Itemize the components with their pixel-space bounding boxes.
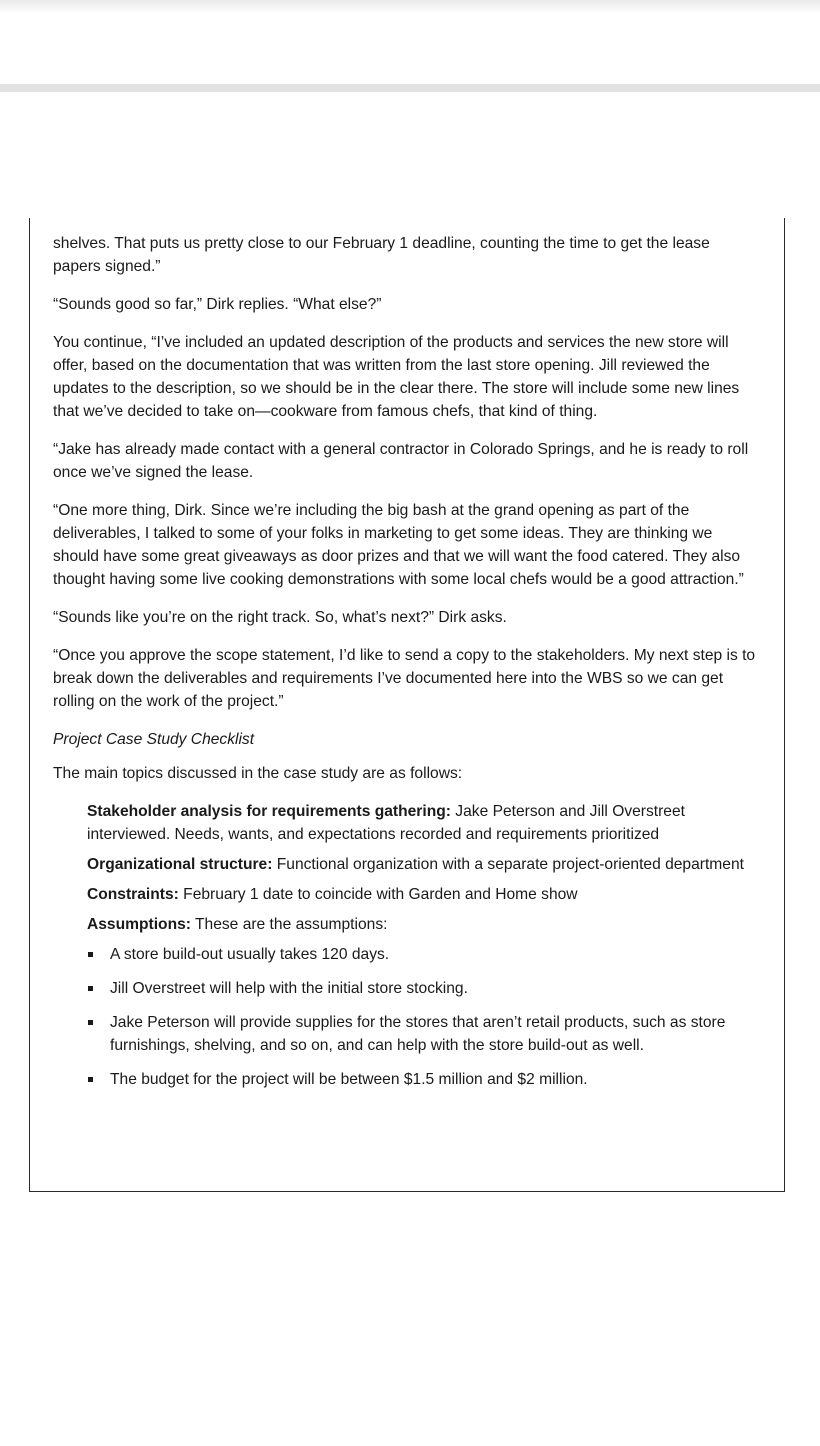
topic-constraints bbox=[87, 883, 760, 906]
paragraph-shelves: shelves. That puts us pretty close to our February 1 deadline, counting the time to get the lease papers signed.” bbox=[53, 235, 710, 275]
list-item bbox=[87, 943, 760, 966]
assumptions-list bbox=[87, 943, 760, 1091]
assumption-text: A store build-out usually takes 120 days. bbox=[110, 946, 390, 963]
document-page bbox=[29, 218, 785, 1192]
topic-text: Functional organization with a separate project-oriented department bbox=[272, 856, 744, 873]
topic-term: Organizational structure: bbox=[87, 856, 273, 873]
square-bullet-icon bbox=[88, 986, 93, 991]
list-item bbox=[87, 1011, 760, 1057]
assumption-text: Jill Overstreet will help with the initial store stocking. bbox=[110, 980, 468, 997]
case-study-intro: The main topics discussed in the case study are as follows: bbox=[53, 765, 463, 782]
square-bullet-icon bbox=[88, 1020, 93, 1025]
topic-text: Jake Peterson and Jill Overstreet interviewed. Needs, wants, and expectations recorded and requirements prioritized bbox=[87, 803, 685, 843]
topics-list bbox=[87, 800, 760, 936]
assumption-text: The budget for the project will be between $1.5 million and $2 million. bbox=[110, 1071, 588, 1088]
paragraph-grand-opening: “One more thing, Dirk. Since we’re including the big bash at the grand opening as part of the deliverables, I talked to some of your folks in marketing to get some ideas. They are thinking we should have some great giveaways as door prizes and that we will want the food catered. They also thought having some live cooking demonstrations with some local chefs would be a good attraction.” bbox=[53, 502, 744, 588]
list-item bbox=[87, 977, 760, 1000]
topic-assumptions bbox=[87, 913, 760, 936]
case-study-title: Project Case Study Checklist bbox=[53, 731, 255, 748]
topic-text: These are the assumptions: bbox=[190, 916, 388, 933]
topic-term: Constraints: bbox=[87, 886, 179, 903]
topic-term: Assumptions: bbox=[87, 916, 191, 933]
paragraph-scope-statement: “Once you approve the scope statement, I’d like to send a copy to the stakeholders. My next step is to break down the deliverables and requirements I’ve documented here into the WBS so we can get rolling on the work of the project.” bbox=[53, 647, 756, 710]
topic-organizational-structure bbox=[87, 853, 760, 876]
square-bullet-icon bbox=[88, 952, 93, 957]
viewer-toolbar-divider bbox=[0, 84, 820, 92]
assumption-text: Jake Peterson will provide supplies for the stores that aren’t retail products, such as store furnishings, shelving, and so on, and can help with the store build-out as well. bbox=[110, 1014, 726, 1054]
topic-stakeholder-analysis bbox=[87, 800, 760, 846]
topic-text: February 1 date to coincide with Garden and Home show bbox=[178, 886, 578, 903]
square-bullet-icon bbox=[88, 1077, 93, 1082]
paragraph-products-description: You continue, “I’ve included an updated description of the products and services the new store will offer, based on the documentation that was written from the last store opening. Jill reviewed the updates to the description, so we should be in the clear there. The store will include some new lines that we’ve decided to take on—cookware from famous chefs, that kind of thing. bbox=[53, 334, 740, 420]
viewer-top-shadow bbox=[0, 0, 820, 14]
topic-term: Stakeholder analysis for requirements gathering: bbox=[87, 803, 451, 820]
paragraph-contractor: “Jake has already made contact with a general contractor in Colorado Springs, and he is ready to roll once we’ve signed the lease. bbox=[53, 441, 749, 481]
list-item bbox=[87, 1068, 760, 1091]
paragraph-dirk-reply: “Sounds good so far,” Dirk replies. “What else?” bbox=[53, 296, 382, 313]
paragraph-whats-next: “Sounds like you’re on the right track. So, what’s next?” Dirk asks. bbox=[53, 609, 507, 626]
